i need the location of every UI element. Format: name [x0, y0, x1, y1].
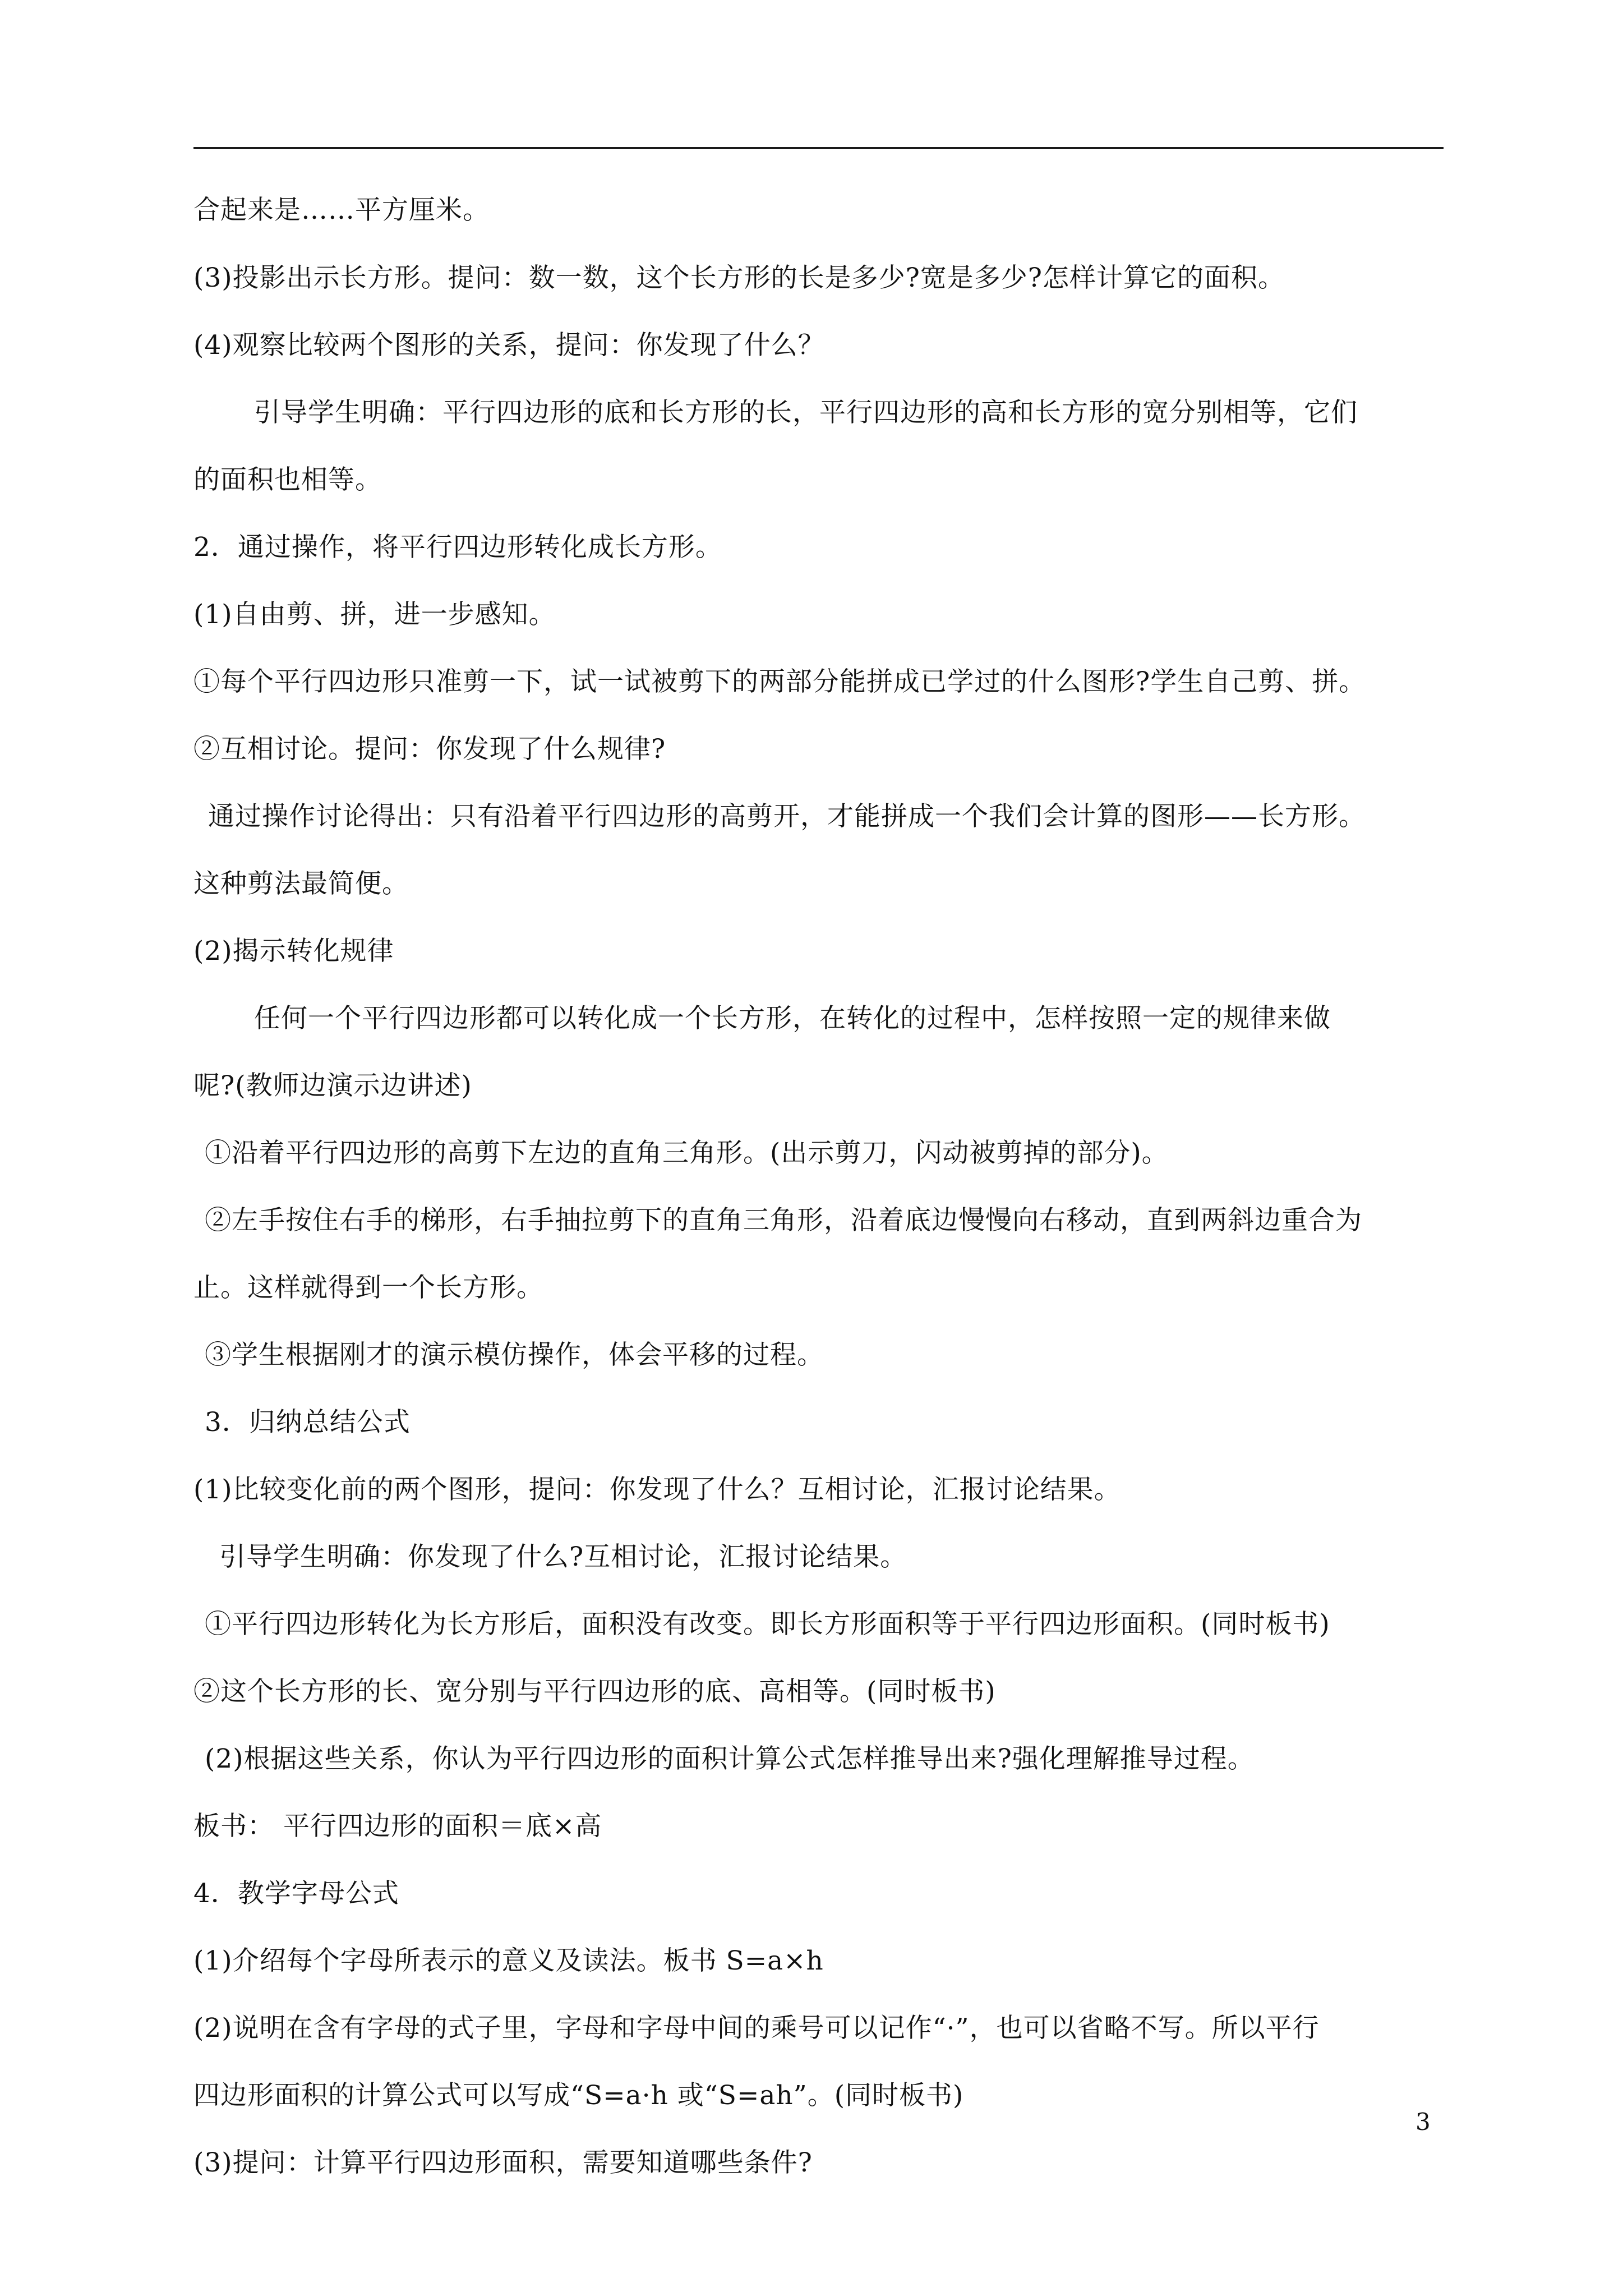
text-line: ①每个平行四边形只准剪一下，试一试被剪下的两部分能拼成已学过的什么图形?学生自己剪、拼。 [193, 666, 1366, 697]
text-line: 板书： 平行四边形的面积＝底×高 [193, 1811, 602, 1842]
text-line: (4)观察比较两个图形的关系，提问：你发现了什么？ [193, 330, 825, 361]
text-line: (2)揭示转化规律 [193, 936, 394, 967]
text-line: ②左手按住右手的梯形，右手抽拉剪下的直角三角形，沿着底边慢慢向右移动，直到两斜边重合为 [205, 1205, 1362, 1236]
text-line: (1)自由剪、拼，进一步感知。 [193, 599, 556, 630]
text-line: ①沿着平行四边形的高剪下左边的直角三角形。(出示剪刀，闪动被剪掉的部分)。 [205, 1138, 1169, 1168]
text-line: 止。这样就得到一个长方形。 [193, 1272, 543, 1303]
text-line: 引导学生明确：你发现了什么?互相讨论，汇报讨论结果。 [219, 1542, 907, 1572]
text-line: 任何一个平行四边形都可以转化成一个长方形，在转化的过程中，怎样按照一定的规律来做 [254, 1003, 1331, 1034]
text-line: 3．归纳总结公式 [205, 1407, 411, 1438]
text-line: ③学生根据刚才的演示模仿操作，体会平移的过程。 [205, 1340, 824, 1370]
text-line: 四边形面积的计算公式可以写成“S=a·h 或“S=ah”。(同时板书) [193, 2080, 964, 2111]
text-line: 引导学生明确：平行四边形的底和长方形的长，平行四边形的高和长方形的宽分别相等，它们 [254, 397, 1358, 428]
text-line: (2)说明在含有字母的式子里，字母和字母中间的乘号可以记作“·”，也可以省略不写。所以平行 [193, 2013, 1320, 2044]
text-line: (1)介绍每个字母所表示的意义及读法。板书 S=a×h [193, 1945, 824, 1976]
text-line: ②这个长方形的长、宽分别与平行四边形的底、高相等。(同时板书) [193, 1676, 996, 1707]
text-line: 合起来是……平方厘米。 [193, 195, 490, 226]
text-line: (3)投影出示长方形。提问：数一数，这个长方形的长是多少?宽是多少?怎样计算它的面积。 [193, 263, 1285, 293]
header-rule [193, 147, 1444, 149]
text-line: 2．通过操作，将平行四边形转化成长方形。 [193, 532, 722, 563]
text-line: ②互相讨论。提问：你发现了什么规律? [193, 734, 666, 765]
text-line: 4．教学字母公式 [193, 1878, 399, 1909]
text-line: 呢?(教师边演示边讲述) [193, 1070, 472, 1101]
text-line: (1)比较变化前的两个图形，提问：你发现了什么？互相讨论，汇报讨论结果。 [193, 1474, 1121, 1505]
text-line: 这种剪法最简便。 [193, 868, 409, 899]
text-line: ①平行四边形转化为长方形后，面积没有改变。即长方形面积等于平行四边形面积。(同时板书) [205, 1609, 1330, 1640]
text-line: 通过操作讨论得出：只有沿着平行四边形的高剪开，才能拼成一个我们会计算的图形——长方形。 [208, 801, 1366, 832]
text-line: 的面积也相等。 [193, 464, 382, 495]
text-line: (3)提问：计算平行四边形面积，需要知道哪些条件? [193, 2147, 813, 2178]
text-line: (2)根据这些关系，你认为平行四边形的面积计算公式怎样推导出来?强化理解推导过程。 [205, 1743, 1255, 1774]
page-number: 3 [1415, 2108, 1431, 2136]
